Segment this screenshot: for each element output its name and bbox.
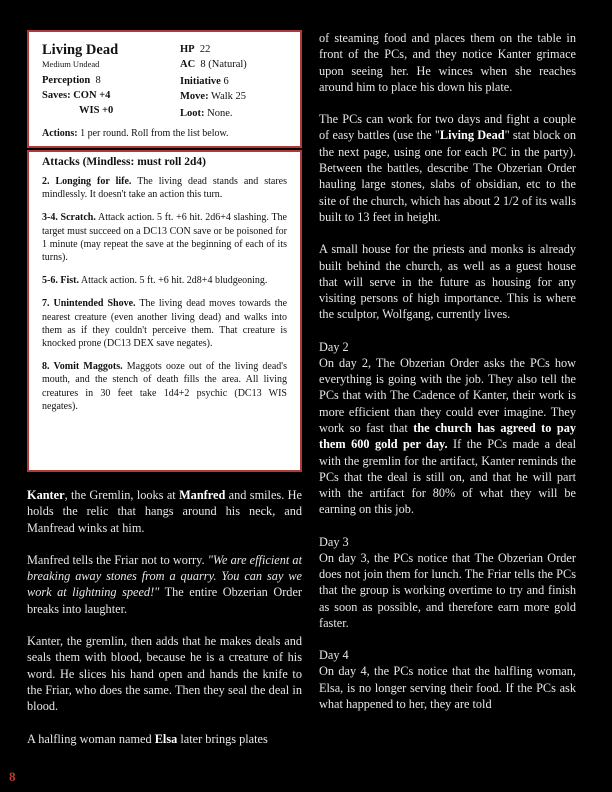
attack-entry: 7. Unintended Shove. The living dead moves towards the nearest creature (even another living dead) and walks into them as if they couldn't perceive them. That creature is knocked prone (DC13 DEX save negates).	[42, 298, 288, 350]
statblock-right	[180, 42, 295, 121]
paragraph: A small house for the priests and monks is already built behind the church, as well as a guest house that will serve in the future as housing for any visiting persons of high importance. This is where the sculptor, Wolfgang, currently lives.	[319, 242, 576, 322]
paragraph: On day 3, the PCs notice that The Obzerian Order does not join them for lunch. The Friar tells the PCs that the group is working overtime to try and finish as soon as possible, and therefore earn more gold faster.	[319, 550, 576, 630]
paragraph: The PCs can work for two days and fight a couple of easy battles (use the "Living Dead" stat block on the next page, using one for each PC in the party). Between the battles, describe The Obzerian Order hauling large stones, slabs of obsidian, etc to the site of the church, which has about 2 1/2 of its walls built to 13 feet in height.	[319, 112, 577, 224]
attacks-heading: Attacks (Mindless: must roll 2d4)	[42, 156, 206, 168]
attack-entry: 3-4. Scratch. Attack action. 5 ft. +6 hit. 2d6+4 slashing. The target must succeed on a DC13 CON save or be poisoned for 1 minute (may repeat the save at the beginning of each of its turns).	[42, 212, 287, 264]
attack-entry: 8. Vomit Maggots. Maggots ooze out of the living dead's mouth, and the stench of death fills the area. All living creatures in 30 feet take 1d4+2 psychic (DC13 WIS negates).	[42, 361, 287, 412]
attack-entry: 2. Longing for life. The living dead stands and stares mindlessly. It doesn't take an action this turn.	[42, 176, 287, 201]
ac-row: AC 8 (Natural)	[180, 59, 247, 70]
attack-entry: 5-6. Fist. Attack action. 5 ft. +6 hit. 2d8+4 bludgeoning.	[42, 275, 268, 287]
paragraph: A halfling woman named Elsa later brings plates	[27, 731, 268, 746]
attacks-box	[27, 150, 302, 472]
paragraph: of steaming food and places them on the table in front of the PCs, and they notice Kanter grimace upon seeing her. He winces when she reaches around him to place his down his plate.	[319, 31, 576, 94]
day-3-heading: Day 3	[319, 534, 349, 549]
statblock-left	[42, 42, 167, 118]
loot-row: Loot: None.	[180, 108, 233, 119]
day-4-heading: Day 4	[319, 648, 349, 663]
paragraph: Manfred tells the Friar not to worry. "We are efficient at breaking away stones from a quarry. You can say we work at lightning speed!" The entire Obzerian Order breaks into laughter.	[27, 552, 302, 616]
paragraph: Kanter, the Gremlin, looks at Manfred and smiles. He holds the relic that hangs around his neck, and Manfread winks at him.	[27, 488, 302, 535]
page-number: 8	[9, 769, 16, 784]
left-body-text	[27, 487, 302, 747]
saves-wis-row: WIS +0	[79, 105, 114, 116]
perception-row: Perception 8	[42, 75, 101, 86]
right-column	[319, 30, 576, 728]
paragraph: On day 4, the PCs notice that the halfling woman, Elsa, is no longer serving their food. If the PCs ask what happened to her, they are told	[319, 664, 576, 711]
hp-row: HP 22	[180, 44, 211, 55]
paragraph: On day 2, The Obzerian Order asks the PCs how everything is going with the job. They also tell the PCs that with The Cadence of Kanter, their work is more efficient than they could ever imagine. They work so fast that the church has agreed to pay them 600 gold per day. If the PCs made a deal with the gremlin for the artifact, Kanter reminds the PCs that the deal is still on, and that he will part with the artifact for 80% of what they will be earning on this job.	[319, 355, 576, 517]
actions-row: Actions: 1 per round. Roll from the list below.	[42, 128, 229, 139]
day-2-heading: Day 2	[319, 339, 349, 354]
statblock	[27, 30, 302, 148]
initiative-row: Initiative 6	[180, 76, 229, 87]
monster-name: Living Dead	[42, 42, 119, 58]
paragraph: Kanter, the gremlin, then adds that he makes deals and seals them with blood, because he is a creature of his word. He slices his hand open and hands the knife to the Friar, who does the same. Then they seal the deal in blood.	[27, 634, 302, 714]
move-row: Move: Walk 25	[180, 91, 247, 102]
monster-type: Medium Undead	[42, 59, 100, 69]
left-column	[27, 30, 302, 763]
saves-row: Saves: CON +4	[42, 90, 111, 101]
